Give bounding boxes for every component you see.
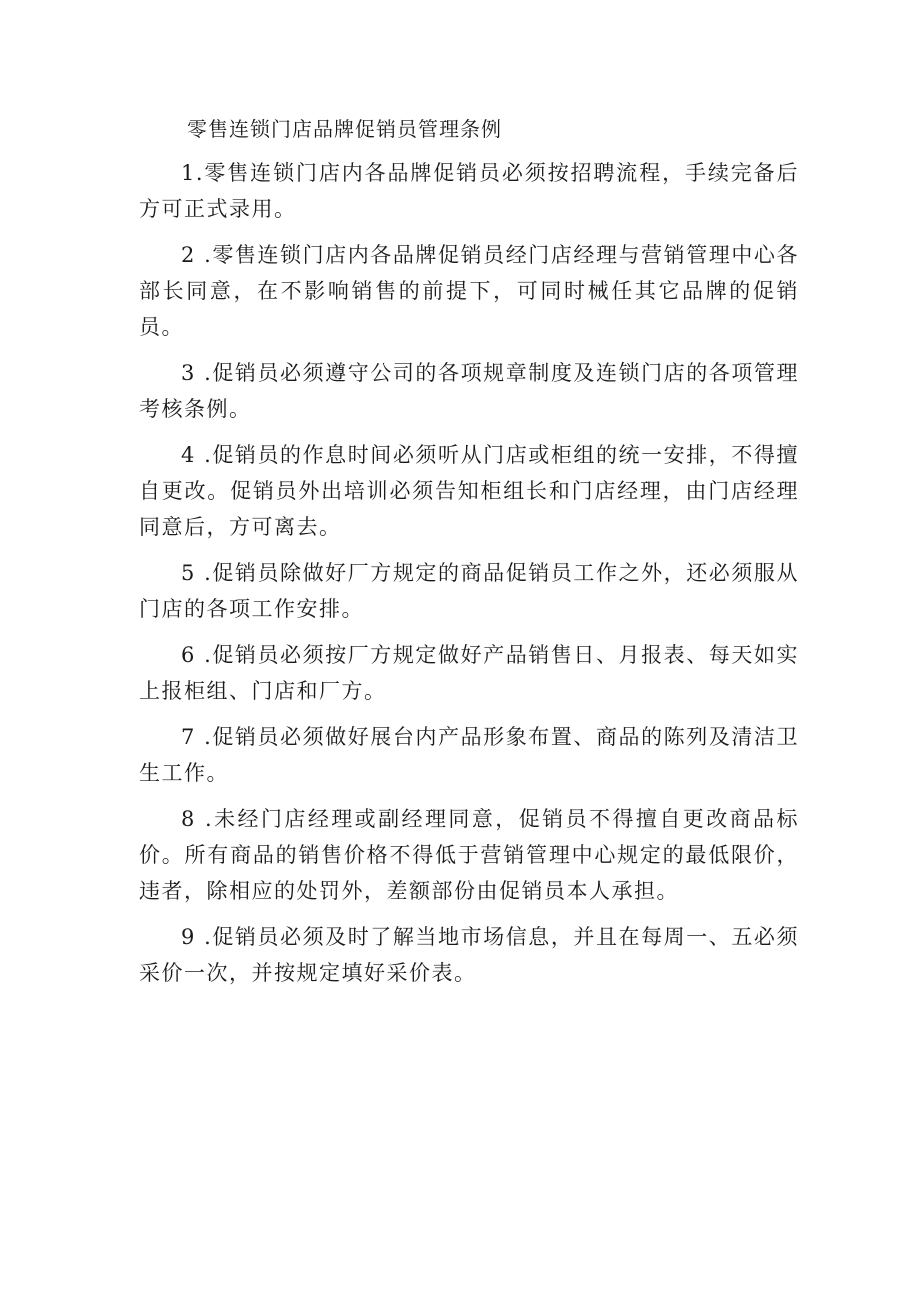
clause-6: 6 .促销员必须按厂方规定做好产品销售日、月报表、每天如实上报柜组、门店和厂方。 (139, 643, 799, 703)
clause-3: 3 .促销员必须遵守公司的各项规章制度及连锁门店的各项管理考核条例。 (139, 361, 799, 421)
clause-2: 2 .零售连锁门店内各品牌促销员经门店经理与营销管理中心各部长同意，在不影响销售的前提下，可同时械任其它品牌的促销员。 (139, 243, 799, 339)
clause-1: 1.零售连锁门店内各品牌促销员必须按招聘流程，手续完备后方可正式录用。 (139, 161, 799, 221)
clause-4: 4 .促销员的作息时间必须听从门店或柜组的统一安排，不得擅自更改。促销员外出培训必须告知柜组长和门店经理，由门店经理同意后，方可离去。 (139, 443, 799, 539)
clause-7: 7 .促销员必须做好展台内产品形象布置、商品的陈列及清洁卫生工作。 (139, 725, 799, 785)
clause-8: 8 .未经门店经理或副经理同意，促销员不得擅自更改商品标价。所有商品的销售价格不得低于营销管理中心规定的最低限价，违者，除相应的处罚外，差额部份由促销员本人承担。 (139, 807, 799, 903)
document-body (139, 111, 799, 991)
document-title: 零售连锁门店品牌促销员管理条例 (187, 117, 502, 141)
clause-5: 5 .促销员除做好厂方规定的商品促销员工作之外，还必须服从门店的各项工作安排。 (139, 561, 799, 621)
clause-9: 9 .促销员必须及时了解当地市场信息，并且在每周一、五必须采价一次，并按规定填好采价表。 (139, 925, 799, 985)
